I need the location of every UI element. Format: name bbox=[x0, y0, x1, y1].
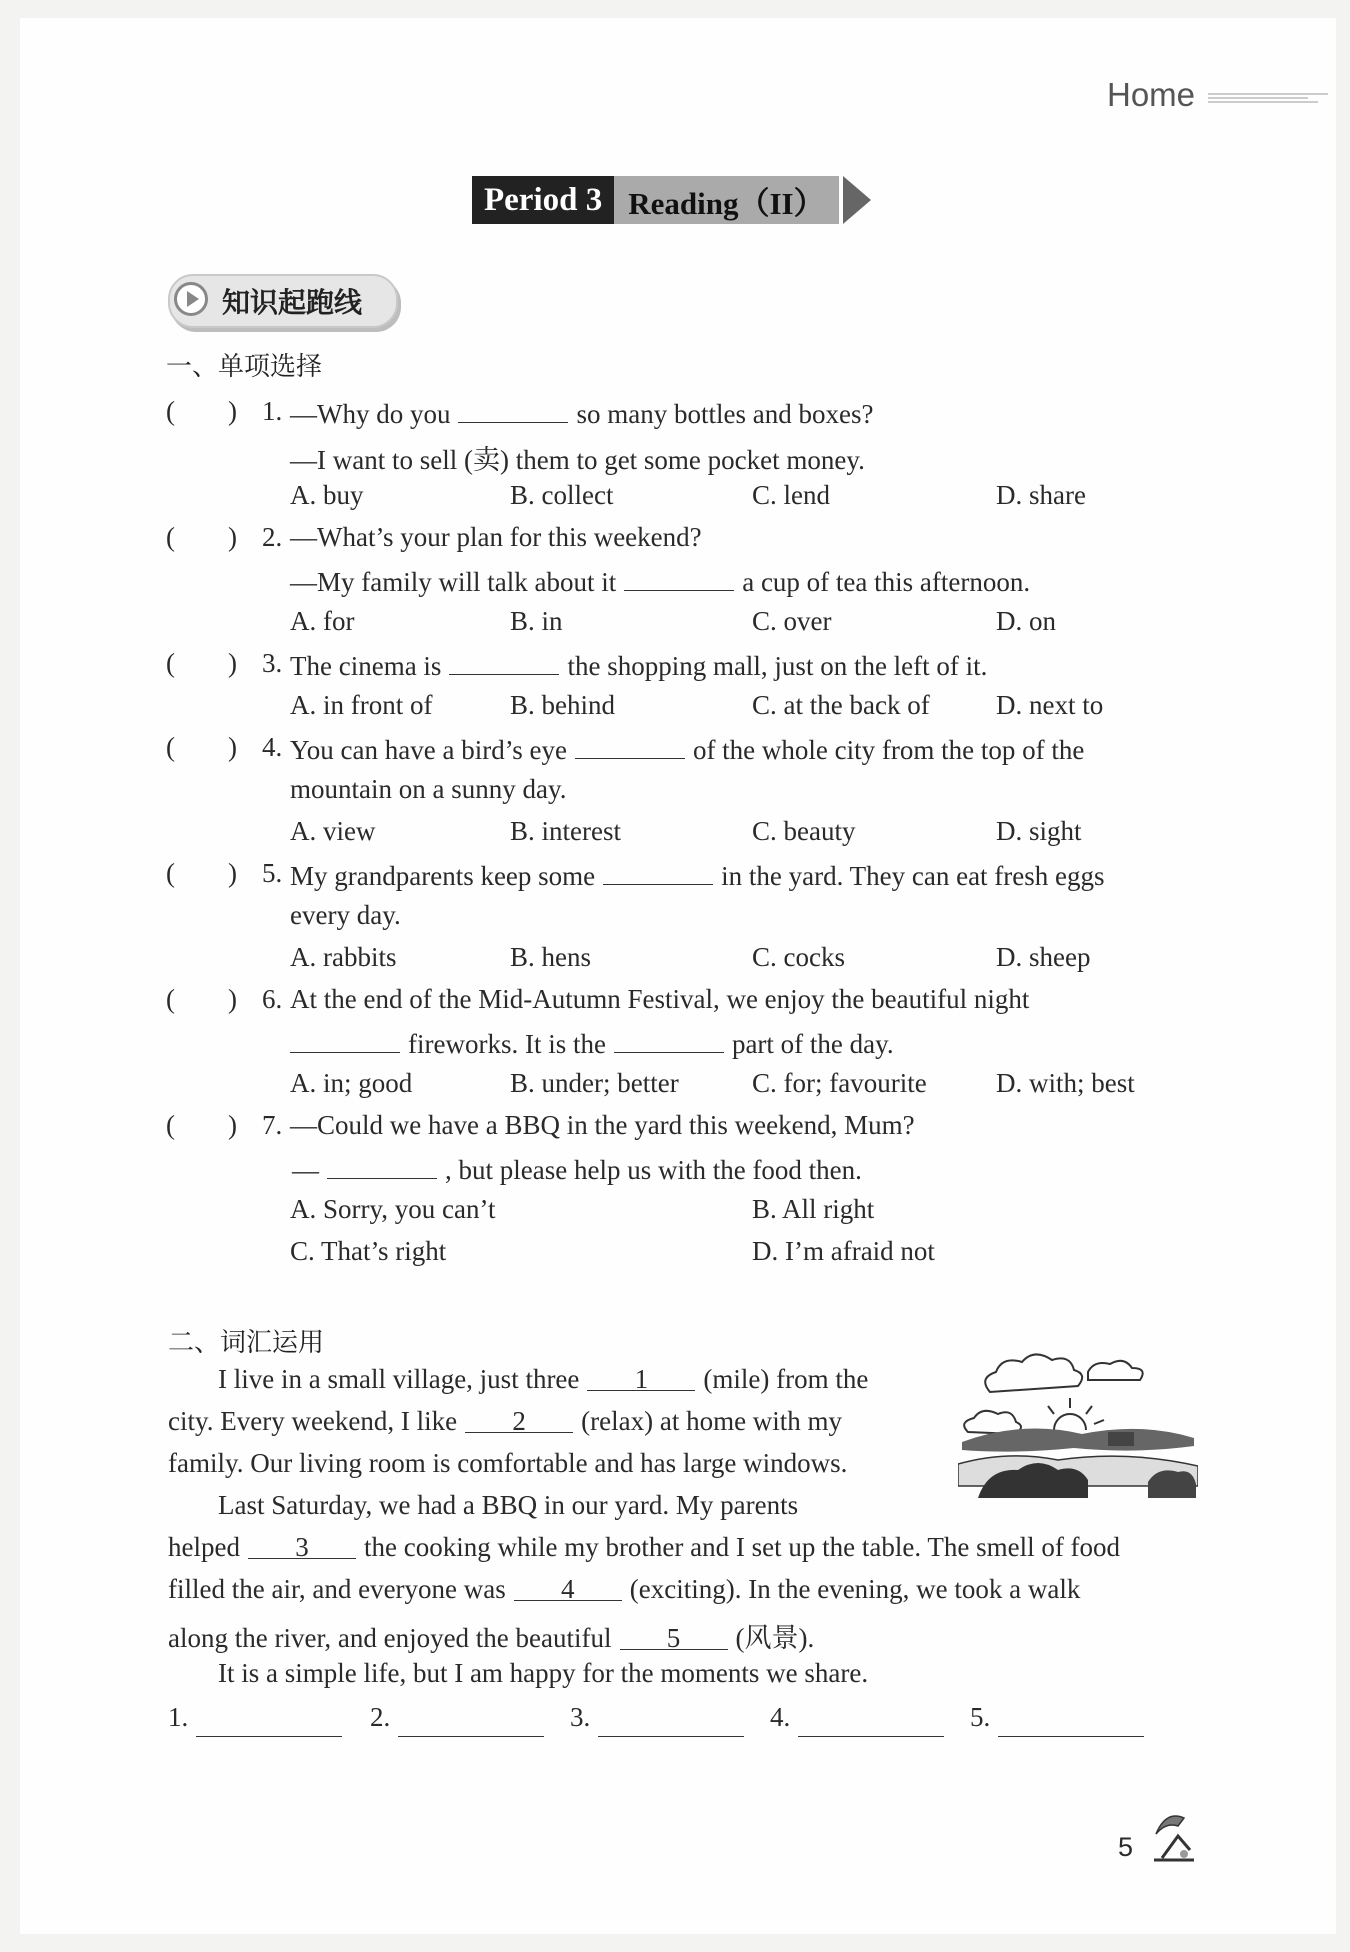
option-c[interactable]: C. cocks bbox=[752, 942, 845, 972]
answer-bracket-close: ) bbox=[228, 858, 237, 888]
passage-text: I live in a small village, just three bbox=[218, 1364, 580, 1394]
answer-number: 5. bbox=[970, 1702, 991, 1732]
passage-text: along the river, and enjoyed the beautiful bbox=[168, 1623, 612, 1653]
passage-blank-number: 3 bbox=[248, 1532, 356, 1559]
answer-slot[interactable] bbox=[180, 986, 224, 1016]
option-b[interactable]: B. collect bbox=[510, 480, 614, 510]
option-c[interactable]: C. over bbox=[752, 606, 832, 636]
option-d[interactable]: D. sight bbox=[996, 816, 1082, 846]
answer-number: 3. bbox=[570, 1702, 591, 1732]
question-text-line bbox=[292, 1152, 862, 1186]
answer-bracket-open: ( bbox=[166, 984, 175, 1014]
question-text-line bbox=[290, 522, 702, 553]
option-a[interactable]: A. buy bbox=[290, 480, 364, 510]
passage-text: (relax) at home with my bbox=[581, 1406, 843, 1436]
question-number: 1. bbox=[262, 396, 283, 426]
answer-slot[interactable] bbox=[180, 734, 224, 764]
answer-blank[interactable] bbox=[290, 1026, 400, 1053]
option-c[interactable]: C. lend bbox=[752, 480, 830, 510]
passage-line bbox=[218, 1364, 868, 1395]
question-text: —Could we have a BBQ in the yard this weekend, Mum? bbox=[290, 1110, 915, 1140]
answer-blank[interactable] bbox=[575, 732, 685, 759]
question-text-line bbox=[290, 1026, 894, 1060]
answer-slot[interactable] bbox=[180, 1112, 224, 1142]
question-text: every day. bbox=[290, 900, 401, 930]
option-d[interactable]: D. sheep bbox=[996, 942, 1091, 972]
question-text: so many bottles and boxes? bbox=[576, 399, 874, 429]
question-text: of the whole city from the top of the bbox=[692, 735, 1085, 765]
option-d[interactable]: D. share bbox=[996, 480, 1086, 510]
question-text-line bbox=[290, 1110, 915, 1141]
question-number: 7. bbox=[262, 1110, 283, 1140]
answer-bracket-close: ) bbox=[228, 648, 237, 678]
question-text: a cup of tea this afternoon. bbox=[742, 567, 1031, 597]
question-text-line bbox=[290, 774, 566, 805]
passage-line bbox=[168, 1532, 1120, 1563]
question-text: —What’s your plan for this weekend? bbox=[290, 522, 702, 552]
option-d[interactable]: D. I’m afraid not bbox=[752, 1236, 935, 1266]
option-b[interactable]: B. behind bbox=[510, 690, 615, 720]
question-text: —Why do you bbox=[290, 399, 451, 429]
passage-blank-number: 1 bbox=[587, 1364, 695, 1391]
option-b[interactable]: B. in bbox=[510, 606, 563, 636]
option-c[interactable]: C. for; favourite bbox=[752, 1068, 927, 1098]
part-b-heading: 二、词汇运用 bbox=[168, 1328, 325, 1358]
play-icon bbox=[174, 282, 208, 316]
answer-bracket-close: ) bbox=[228, 522, 237, 552]
question-text: the shopping mall, just on the left of it. bbox=[567, 651, 988, 681]
passage-line bbox=[218, 1490, 798, 1521]
passage-text: filled the air, and everyone was bbox=[168, 1574, 506, 1604]
section-badge-label: 知识起跑线 bbox=[222, 286, 363, 319]
question-text: , but please help us with the food then. bbox=[445, 1155, 862, 1185]
lamp-mascot-icon bbox=[1148, 1808, 1200, 1864]
option-a[interactable]: A. rabbits bbox=[290, 942, 397, 972]
question-number: 5. bbox=[262, 858, 283, 888]
period-label: Period 3 bbox=[472, 176, 614, 224]
option-b[interactable]: B. hens bbox=[510, 942, 591, 972]
passage-blank-number: 2 bbox=[465, 1406, 573, 1433]
answer-slot[interactable] bbox=[180, 398, 224, 428]
passage-text: the cooking while my brother and I set up the table. The smell of food bbox=[363, 1532, 1121, 1562]
answer-input-line[interactable] bbox=[798, 1704, 944, 1737]
passage-line bbox=[168, 1406, 842, 1437]
option-c[interactable]: C. at the back of bbox=[752, 690, 930, 720]
answer-input-line[interactable] bbox=[598, 1704, 744, 1737]
question-text-line bbox=[290, 858, 1105, 892]
answer-bracket-open: ( bbox=[166, 1110, 175, 1140]
answer-number: 4. bbox=[770, 1702, 791, 1732]
lesson-label: Reading（II） bbox=[614, 176, 838, 224]
question-text: —My family will talk about it bbox=[290, 567, 617, 597]
answer-bracket-open: ( bbox=[166, 648, 175, 678]
option-b[interactable]: B. under; better bbox=[510, 1068, 679, 1098]
answer-bracket-open: ( bbox=[166, 858, 175, 888]
option-a[interactable]: A. Sorry, you can’t bbox=[290, 1194, 496, 1224]
passage-blank-number: 4 bbox=[514, 1574, 622, 1601]
countryside-scene-icon bbox=[958, 1352, 1198, 1500]
question-text: —I want to sell (卖) them to get some pocket money. bbox=[290, 445, 865, 475]
answer-bracket-open: ( bbox=[166, 522, 175, 552]
question-text: fireworks. It is the bbox=[408, 1029, 606, 1059]
question-text: mountain on a sunny day. bbox=[290, 774, 567, 804]
option-a[interactable]: A. view bbox=[290, 816, 376, 846]
question-number: 4. bbox=[262, 732, 283, 762]
period-banner bbox=[472, 176, 871, 224]
header-decoration-icon bbox=[1208, 92, 1328, 106]
question-number: 2. bbox=[262, 522, 283, 552]
question-text: part of the day. bbox=[731, 1029, 894, 1059]
option-d[interactable]: D. with; best bbox=[996, 1068, 1135, 1098]
question-number: 6. bbox=[262, 984, 283, 1014]
answer-bracket-close: ) bbox=[228, 732, 237, 762]
option-a[interactable]: A. in; good bbox=[290, 1068, 413, 1098]
option-b[interactable]: B. interest bbox=[510, 816, 621, 846]
passage-line bbox=[168, 1574, 1080, 1605]
question-text: You can have a bird’s eye bbox=[290, 735, 567, 765]
question-text-line bbox=[290, 900, 401, 931]
question-text-line bbox=[290, 732, 1084, 766]
answer-blank[interactable] bbox=[614, 1026, 724, 1053]
answer-blank[interactable] bbox=[449, 648, 559, 675]
answer-slot[interactable] bbox=[180, 860, 224, 890]
question-text-line bbox=[290, 438, 865, 477]
option-a[interactable]: A. for bbox=[290, 606, 355, 636]
answer-bracket-open: ( bbox=[166, 396, 175, 426]
answer-blank[interactable] bbox=[603, 858, 713, 885]
answer-blank[interactable] bbox=[458, 396, 568, 423]
answer-bracket-open: ( bbox=[166, 732, 175, 762]
passage-text: helped bbox=[168, 1532, 240, 1562]
passage-line bbox=[218, 1658, 868, 1689]
page-number: 5 bbox=[1118, 1832, 1134, 1862]
question-text: My grandparents keep some bbox=[290, 861, 596, 891]
question-text-line bbox=[290, 984, 1029, 1015]
option-d[interactable]: D. on bbox=[996, 606, 1056, 636]
answer-input-line[interactable] bbox=[196, 1704, 342, 1737]
passage-text: (风景). bbox=[735, 1623, 815, 1653]
question-text: The cinema is bbox=[290, 651, 442, 681]
passage-text: (exciting). In the evening, we took a walk bbox=[629, 1574, 1081, 1604]
option-b[interactable]: B. All right bbox=[752, 1194, 875, 1224]
option-c[interactable]: C. That’s right bbox=[290, 1236, 447, 1266]
passage-text: Last Saturday, we had a BBQ in our yard. My parents bbox=[218, 1490, 799, 1520]
question-text-line bbox=[290, 396, 873, 430]
question-text-line bbox=[290, 564, 1030, 598]
passage-blank-number: 5 bbox=[620, 1623, 728, 1650]
question-text-line bbox=[290, 648, 987, 682]
answer-bracket-close: ) bbox=[228, 396, 237, 426]
passage-text: city. Every weekend, I like bbox=[168, 1406, 458, 1436]
passage-text: It is a simple life, but I am happy for the moments we share. bbox=[218, 1658, 869, 1688]
answer-slot[interactable] bbox=[180, 650, 224, 680]
unit-header: Home bbox=[1107, 76, 1196, 113]
question-text: — bbox=[292, 1155, 319, 1185]
question-text: At the end of the Mid-Autumn Festival, we enjoy the beautiful night bbox=[290, 984, 1030, 1014]
option-a[interactable]: A. in front of bbox=[290, 690, 433, 720]
option-c[interactable]: C. beauty bbox=[752, 816, 856, 846]
passage-text: (mile) from the bbox=[703, 1364, 869, 1394]
answer-blank[interactable] bbox=[327, 1152, 437, 1179]
answer-number: 2. bbox=[370, 1702, 391, 1732]
answer-bracket-close: ) bbox=[228, 984, 237, 1014]
answer-slot[interactable] bbox=[180, 524, 224, 554]
part-a-heading: 一、单项选择 bbox=[166, 352, 323, 382]
answer-input-line[interactable] bbox=[998, 1704, 1144, 1737]
passage-line bbox=[168, 1448, 847, 1479]
answer-bracket-close: ) bbox=[228, 1110, 237, 1140]
passage-line bbox=[168, 1616, 814, 1655]
answer-input-line[interactable] bbox=[398, 1704, 544, 1737]
question-text: in the yard. They can eat fresh eggs bbox=[721, 861, 1105, 891]
answer-number: 1. bbox=[168, 1702, 189, 1732]
answer-blank[interactable] bbox=[624, 564, 734, 591]
passage-text: family. Our living room is comfortable and has large windows. bbox=[168, 1448, 848, 1478]
question-number: 3. bbox=[262, 648, 283, 678]
option-d[interactable]: D. next to bbox=[996, 690, 1104, 720]
banner-arrow-icon bbox=[843, 176, 871, 224]
